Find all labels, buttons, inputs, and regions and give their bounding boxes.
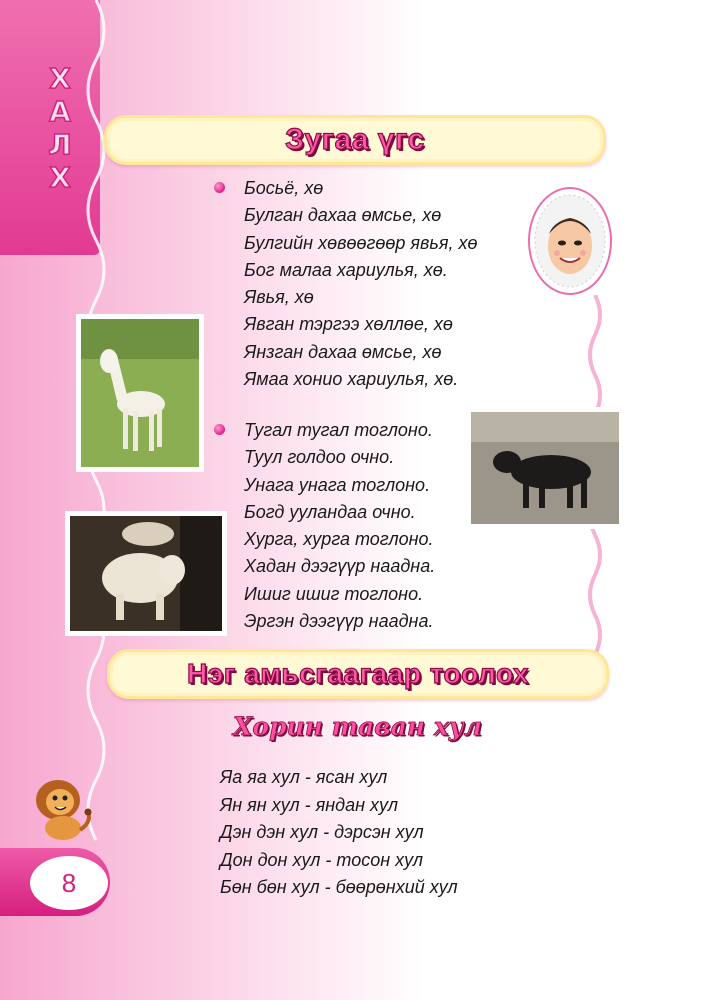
side-title-letter: Х: [49, 62, 71, 95]
poem-line: Явган тэргээ хөллөе, хө: [244, 314, 453, 335]
rhyme-line: Бөн бөн хул - бөөрөнхий хул: [220, 877, 458, 897]
poem-line: Ямаа хонио хариулья, хө.: [244, 369, 459, 390]
poem-line: Янзган дахаа өмсье, хө: [244, 341, 442, 362]
rhyme-line: Яа яа хул - ясан хул: [220, 767, 388, 787]
poem-line: Явья, хө: [244, 287, 314, 308]
page-number: 8: [61, 867, 77, 898]
poem-line: Туул голдоо очно.: [244, 447, 395, 468]
vertical-section-title: [42, 62, 78, 194]
side-title-letter: Л: [48, 128, 72, 161]
lion-cartoon-icon: [28, 772, 98, 844]
bullet-icon: [214, 424, 225, 435]
poem-line: Унага унага тоглоно.: [244, 474, 431, 495]
poem-line: Босьё, хө: [244, 178, 324, 198]
poem-stanza-2: [244, 417, 435, 635]
rhyme-subtitle: Хорин таван хул: [233, 712, 483, 741]
white-foal-photo: [78, 316, 202, 470]
lambs-photo: [67, 513, 225, 634]
poem-line: Эргэн дээгүүр наадна.: [244, 611, 434, 632]
rhyme-line: Ян ян хул - яндан хул: [220, 794, 398, 815]
poem-line: Хадан дээгүүр наадна.: [244, 556, 436, 577]
counting-rhyme: [220, 764, 458, 902]
bullet-icon: [214, 182, 225, 193]
poem-line: Булган дахаа өмсье, хө: [244, 205, 442, 226]
poem-line: Булгийн хөвөөгөөр явья, хө: [244, 232, 478, 253]
rhyme-line: Дон дон хул - тосон хул: [220, 849, 424, 870]
poem-stanza-1: [244, 175, 478, 393]
section1-title: Зугаа үгс: [285, 123, 425, 156]
poem-line: Бог малаа хариулья, хө.: [244, 259, 448, 280]
side-title-letter: Х: [49, 161, 71, 194]
poem-line: Хурга, хурга тоглоно.: [244, 529, 434, 550]
girl-portrait-illustration: [527, 186, 613, 296]
poem-line: Богд ууландаа очно.: [244, 501, 416, 522]
section2-title: Нэг амьсгаагаар тоолох: [187, 658, 529, 689]
section1-banner: [104, 115, 606, 165]
rhyme-line: Дэн дэн хул - дэрсэн хул: [220, 822, 424, 842]
black-calf-photo: [468, 409, 622, 527]
poem-line: Тугал тугал тоглоно.: [244, 420, 433, 440]
side-title-letter: А: [49, 95, 71, 128]
poem-line: Ишиг ишиг тоглоно.: [244, 583, 424, 604]
section2-banner: [107, 649, 609, 699]
